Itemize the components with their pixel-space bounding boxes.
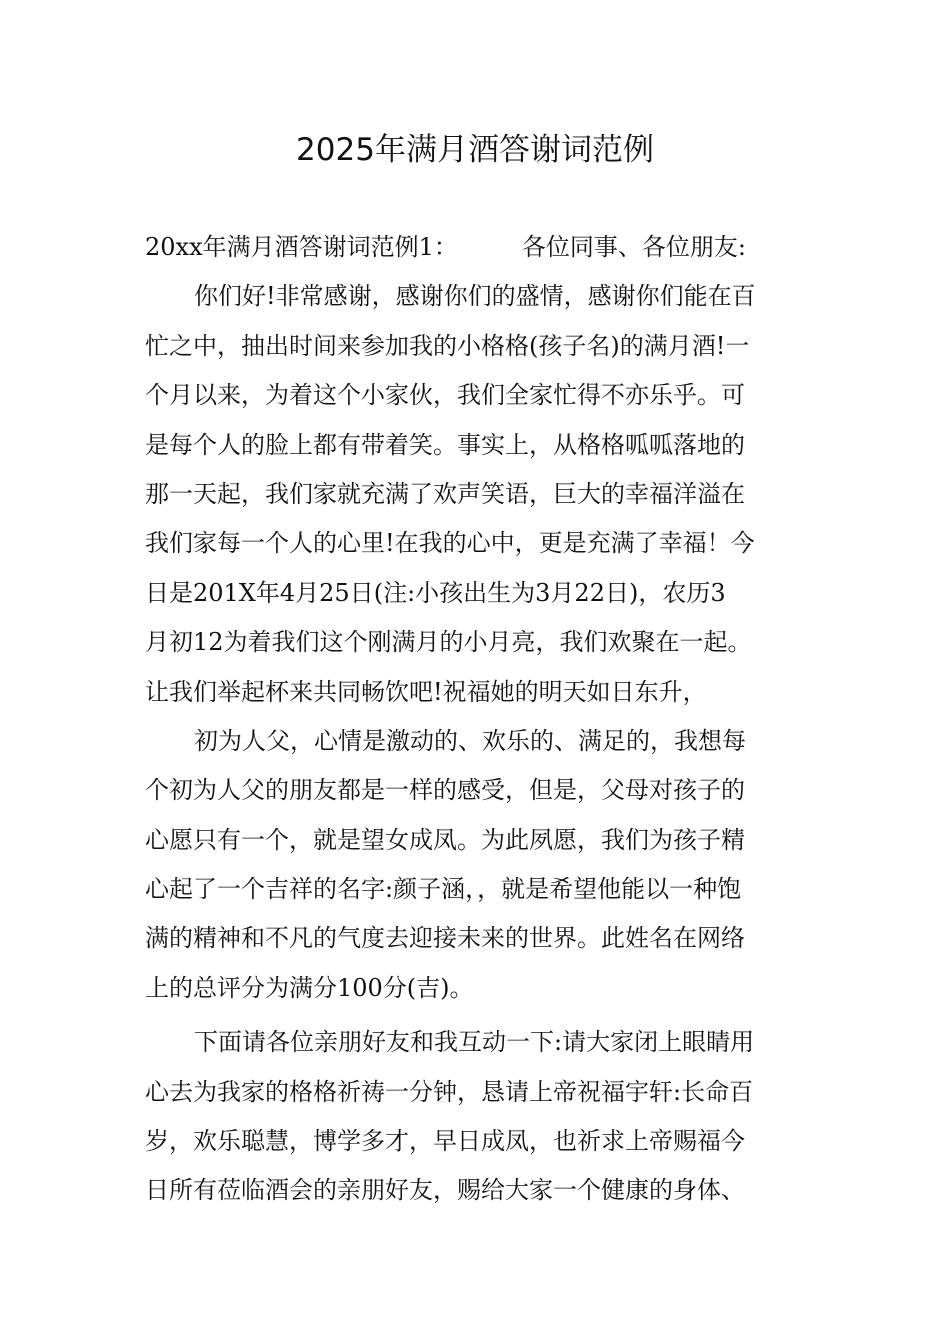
- document-body: [145, 223, 810, 1216]
- paragraph-2: [145, 717, 810, 1013]
- intro-label: 20xx年满月酒答谢词范例1：: [145, 233, 458, 261]
- paragraph-1: [145, 272, 810, 717]
- paragraph-line: 心起了一个吉祥的名字:颜子涵，，就是希望他能以一种饱: [145, 875, 742, 904]
- paragraph-3: [145, 1018, 810, 1216]
- paragraph-line: 心去为我家的格格祈祷一分钟，恳请上帝祝福宇轩:长命百: [145, 1077, 754, 1106]
- paragraph-line: 初为人父，心情是激动的、欢乐的、满足的，我想每: [194, 726, 746, 755]
- paragraph-line: 日所有莅临酒会的亲朋好友，赐给大家一个健康的身体、: [145, 1176, 745, 1205]
- paragraph-line: 让我们举起杯来共同畅饮吧!祝福她的明天如日东升，: [145, 677, 707, 706]
- greeting: 各位同事、各位朋友:: [521, 233, 746, 261]
- paragraph-line: 心愿只有一个，就是望女成凤。为此夙愿，我们为孩子精: [145, 825, 745, 854]
- paragraph-line: 日是201X年4月25日(注:小孩出生为3月22日)，农历3: [145, 578, 726, 607]
- paragraph-line: 你们好!非常感谢，感谢你们的盛情，感谢你们能在百: [194, 282, 756, 311]
- paragraph-line: 是每个人的脸上都有带着笑。事实上，从格格呱呱落地的: [145, 430, 745, 459]
- paragraph-line: 下面请各位亲朋好友和我互动一下:请大家闭上眼睛用: [194, 1028, 755, 1057]
- paragraph-line: 月初12为着我们这个刚满月的小月亮，我们欢聚在一起。: [145, 628, 752, 657]
- paragraph-line: 那一天起，我们家就充满了欢声笑语，巨大的幸福洋溢在: [145, 479, 745, 508]
- paragraph-line: 个月以来，为着这个小家伙，我们全家忙得不亦乐乎。可: [145, 381, 745, 410]
- paragraph-line: 个初为人父的朋友都是一样的感受，但是，父母对孩子的: [145, 776, 745, 805]
- paragraph-line: 忙之中，抽出时间来参加我的小格格(孩子名)的满月酒!一: [145, 331, 750, 360]
- paragraph-line: 我们家每一个人的心里!在我的心中，更是充满了幸福！今: [145, 529, 755, 558]
- paragraph-line: 上的总评分为满分100分(吉)。: [145, 973, 474, 1002]
- paragraph-line: 岁，欢乐聪慧，博学多才，早日成凤，也祈求上帝赐福今: [145, 1127, 745, 1156]
- document-title: 2025年满月酒答谢词范例: [296, 132, 654, 168]
- paragraph-line: 满的精神和不凡的气度去迎接未来的世界。此姓名在网络: [145, 924, 745, 953]
- intro-line: [145, 223, 810, 272]
